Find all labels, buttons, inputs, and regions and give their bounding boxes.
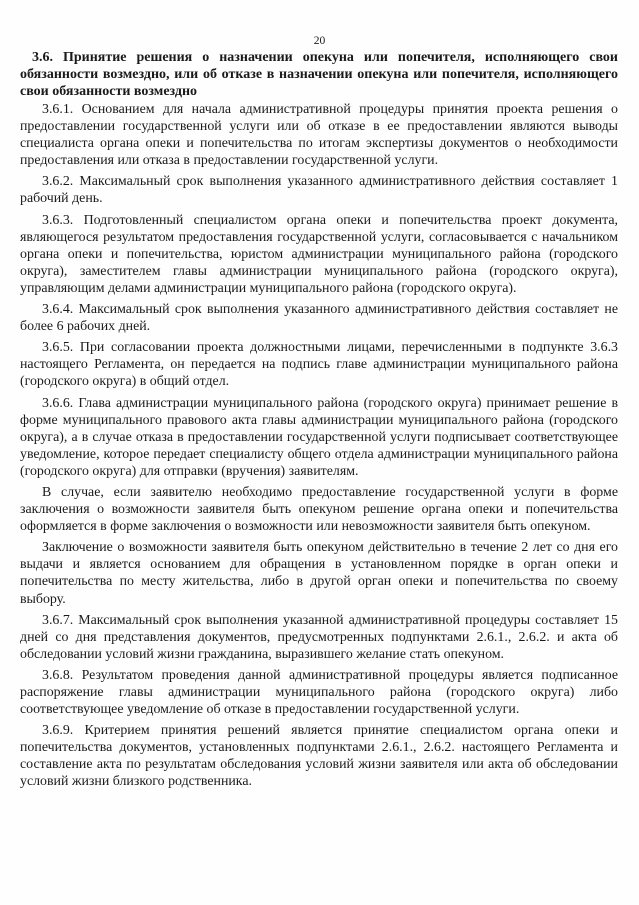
paragraph-3-6-9: 3.6.9. Критерием принятия решений является принятие специалистом органа опеки и попечительства документов, установленных подпунктами 2.6.1., 2.6.2. настоящего Регламента и составление акта по результатам обследования условий жизни заявителя или акта об обследовании условий жизни близкого родственника. <box>20 723 618 790</box>
paragraph-3-6-1: 3.6.1. Основанием для начала административной процедуры принятия проекта решения о предоставлении государственной услуги или об отказе в ее предоставлении являются выводы специалиста органа опеки и попечительства по итогам экспертизы документов о необходимости предоставления или отказа в предоставлении государственной услуги. <box>20 102 618 169</box>
paragraph-conclusion-validity: Заключение о возможности заявителя быть опекуном действительно в течение 2 лет со дня его выдачи и является основанием для обращения в установленном порядке в орган опеки и попечительства по месту жительства, либо в другой орган опеки и попечительства по своему выбору. <box>20 540 618 607</box>
paragraph-conclusion-form: В случае, если заявителю необходимо предоставление государственной услуги в форме заключения о возможности заявителя быть опекуном решение органа опеки и попечительства оформляется в форме заключения о возможности или невозможности заявителя быть опекуном. <box>20 484 618 535</box>
page-number: 20 <box>313 35 326 47</box>
paragraph-3-6-6: 3.6.6. Глава администрации муниципального района (городского округа) принимает решение в форме муниципального правового акта главы администрации муниципального района (городского округа), а в случае отказа в предоставлении государственной услуги подписывает соответствующее уведомление, которое передает специалисту общего отдела администрации муниципального района (городского округа) для отправки (вручения) заявителям. <box>20 395 618 479</box>
section-heading: 3.6. Принятие решения о назначении опекуна или попечителя, исполняющего свои обязанности возмездно, или об отказе в назначении опекуна или попечителя, исполняющего свои обязанности возмездно <box>20 50 618 99</box>
paragraph-3-6-5: 3.6.5. При согласовании проекта должностными лицами, перечисленными в подпункте 3.6.3 настоящего Регламента, он передается на подпись главе администрации муниципального района (городского округа) в общий отдел. <box>20 340 618 390</box>
paragraph-3-6-8: 3.6.8. Результатом проведения данной административной процедуры является подписанное распоряжение главы администрации муниципального района (городского округа) либо соответствующее уведомление об отказе в предоставлении государственной услуги. <box>20 667 618 718</box>
page-content <box>20 49 618 794</box>
paragraph-3-6-4: 3.6.4. Максимальный срок выполнения указанного административного действия составляет не более 6 рабочих дней. <box>20 302 618 335</box>
paragraph-3-6-3: 3.6.3. Подготовленный специалистом органа опеки и попечительства проект документа, являющегося результатом предоставления государственной услуги, согласовывается с начальником органа опеки и попечительства, юристом администрации муниципального района (городского округа), заместителем главы администрации муниципального района (городского округа), управляющим делами администрации муниципального района (городского округа). <box>20 212 618 296</box>
paragraph-3-6-2: 3.6.2. Максимальный срок выполнения указанного административного действия составляет 1 рабочий день. <box>20 174 618 207</box>
paragraph-3-6-7: 3.6.7. Максимальный срок выполнения указанной административной процедуры составляет 15 дней со дня представления документов, предусмотренных подпунктами 2.6.1., 2.6.2. и акта об обследовании условий жизни гражданина, выразившего желание стать опекуном. <box>20 612 618 662</box>
